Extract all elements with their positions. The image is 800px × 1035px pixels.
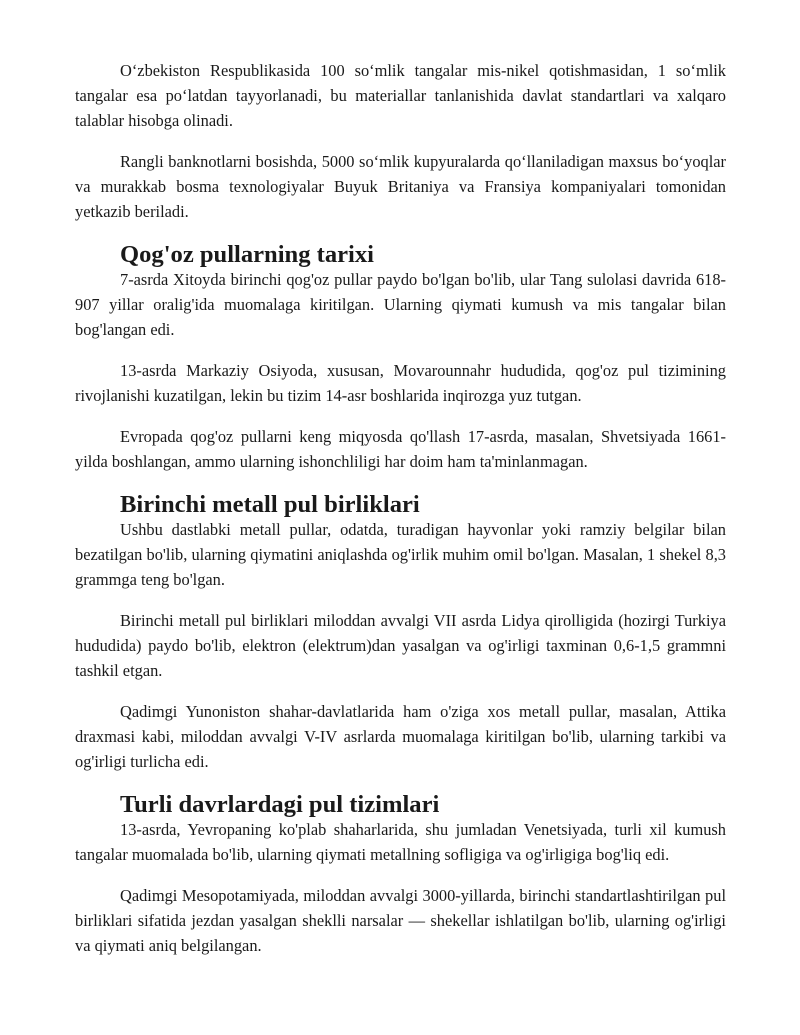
intro-paragraph-2: Rangli banknotlarni bosishda, 5000 so‘mlik kupyuralarda qo‘llaniladigan maxsus bo‘yoqlar va murakkab bosma texnologiyalar Buyuk Britaniya va Fransiya kompaniyalari tomonidan yetkazib beriladi. (75, 152, 726, 221)
section-heading-money-systems: Turli davrlardagi pul tizimlari (120, 791, 440, 818)
metal-money-paragraph-1: Ushbu dastlabki metall pullar, odatda, turadigan hayvonlar yoki ramziy belgilar bilan bezatilgan bo'lib, ularning qiymatini aniqlashda og'irlik muhim omil bo'lgan. Masalan, 1 shekel 8,3 grammga teng bo'lgan. (75, 520, 726, 589)
paper-money-paragraph-2: 13-asrda Markaziy Osiyoda, xususan, Movarounnahr hududida, qog'oz pul tizimining rivojlanishi kuzatilgan, lekin bu tizim 14-asr boshlarida inqirozga yuz tutgan. (75, 361, 726, 405)
section-heading-metal-money: Birinchi metall pul birliklari (120, 491, 420, 518)
metal-money-paragraph-2: Birinchi metall pul birliklari miloddan avvalgi VII asrda Lidya qirolligida (hozirgi Turkiya hududida) paydo bo'lib, elektron (elektrum)dan yasalgan va og'irligi taxminan 0,6-1,5 grammni tashkil etgan. (75, 611, 726, 680)
intro-paragraph-1: O‘zbekiston Respublikasida 100 so‘mlik tangalar mis-nikel qotishmasidan, 1 so‘mlik tangalar esa po‘latdan tayyorlanadi, bu materiallar tanlanishida davlat standartlari va xalqaro talablar hisobga olinadi. (75, 61, 726, 130)
money-systems-paragraph-1: 13-asrda, Yevropaning ko'plab shaharlarida, shu jumladan Venetsiyada, turli xil kumush tangalar muomalada bo'lib, ularning qiymati metallning sofligiga va og'irligiga bog'liq edi. (75, 820, 726, 864)
paper-money-paragraph-3: Evropada qog'oz pullarni keng miqyosda qo'llash 17-asrda, masalan, Shvetsiyada 1661-yilda boshlangan, ammo ularning ishonchliligi har doim ham ta'minlanmagan. (75, 427, 726, 471)
document-page (75, 58, 726, 958)
paper-money-paragraph-1: 7-asrda Xitoyda birinchi qog'oz pullar paydo bo'lgan bo'lib, ular Tang sulolasi davrida 618-907 yillar oralig'ida muomalaga kiritilgan. Ularning qiymati kumush va mis tangalar bilan bog'langan edi. (75, 270, 726, 339)
metal-money-paragraph-3: Qadimgi Yunoniston shahar-davlatlarida ham o'ziga xos metall pullar, masalan, Attika draxmasi kabi, miloddan avvalgi V-IV asrlarda muomalaga kiritilgan bo'lib, ularning tarkibi va og'irligi turlicha edi. (75, 702, 726, 771)
money-systems-paragraph-2: Qadimgi Mesopotamiyada, miloddan avvalgi 3000-yillarda, birinchi standartlashtirilgan pul birliklari sifatida jezdan yasalgan sheklli narsalar — shekellar ishlatilgan bo'lib, ularning og'irligi va qiymati aniq belgilangan. (75, 886, 726, 955)
section-heading-paper-money: Qog'oz pullarning tarixi (120, 241, 374, 268)
